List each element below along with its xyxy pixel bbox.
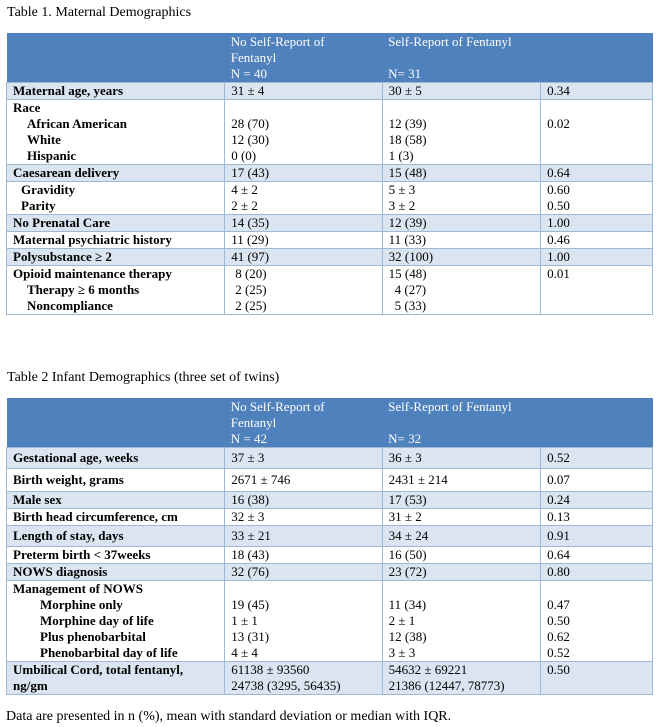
header-no-self-report: No Self-Report of Fentanyl N = 42 (225, 399, 382, 448)
table-row: Male sex 16 (38) 17 (53) 0.24 (7, 492, 653, 509)
table1-caption: Table 1. Maternal Demographics (7, 5, 192, 20)
table-row: Preterm birth < 37weeks 18 (43) 16 (50) 0.64 (7, 547, 653, 564)
header-self-report: Self-Report of Fentanyl N= 32 (382, 399, 541, 448)
table-row: NOWS diagnosis 32 (76) 23 (72) 0.80 (7, 564, 653, 581)
table-row-group: Management of NOWS Morphine only Morphine day of life Plus phenobarbital Phenobarbital day of life 19 (45) 1 ± 1 13 (31) 4 ± 4 11 (34) 2 ± 1 12 (38) 3 ± 3 0.47 0.50 0.62 0.52 (7, 581, 653, 662)
infant-demographics-table (6, 398, 653, 695)
table-row-group: Race African American White Hispanic 28 (70) 12 (30) 0 (0) 12 (39) 18 (58) 1 (3) 0.02 (7, 100, 653, 165)
header-no-self-report: No Self-Report of Fentanyl N = 40 (225, 34, 382, 83)
maternal-demographics-table (6, 33, 653, 315)
table-row-group: Opioid maintenance therapy Therapy ≥ 6 months Noncompliance 8 (20) 2 (25) 2 (25) 15 (48) 4 (27) 5 (33) 0.01 (7, 266, 653, 315)
table-row: Length of stay, days 33 ± 21 34 ± 24 0.91 (7, 526, 653, 547)
table-row: Maternal age, years 31 ± 4 30 ± 5 0.34 (7, 83, 653, 100)
table-row: Birth head circumference, cm 32 ± 3 31 ± 2 0.13 (7, 509, 653, 526)
table2-caption: Table 2 Infant Demographics (three set of twins) (7, 370, 280, 385)
table-row: Polysubstance ≥ 2 41 (97) 32 (100) 1.00 (7, 249, 653, 266)
table-row: Birth weight, grams 2671 ± 746 2431 ± 214 0.07 (7, 469, 653, 492)
table-row: Maternal psychiatric history 11 (29) 11 (33) 0.46 (7, 232, 653, 249)
table-row: Gestational age, weeks 37 ± 3 36 ± 3 0.52 (7, 448, 653, 469)
table-header-row (7, 34, 653, 83)
table-header-row (7, 399, 653, 448)
table-row: Caesarean delivery 17 (43) 15 (48) 0.64 (7, 165, 653, 182)
table-row-group: Gravidity Parity 4 ± 2 2 ± 2 5 ± 3 3 ± 2 0.60 0.50 (7, 182, 653, 215)
table-row: Umbilical Cord, total fentanyl, ng/gm 61138 ± 93560 24738 (3295, 56435) 54632 ± 69221 21386 (12447, 78773) 0.50 (7, 662, 653, 695)
header-self-report: Self-Report of Fentanyl N= 31 (382, 34, 541, 83)
table-row: No Prenatal Care 14 (35) 12 (39) 1.00 (7, 215, 653, 232)
footnote: Data are presented in n (%), mean with standard deviation or median with IQR. (6, 709, 452, 724)
